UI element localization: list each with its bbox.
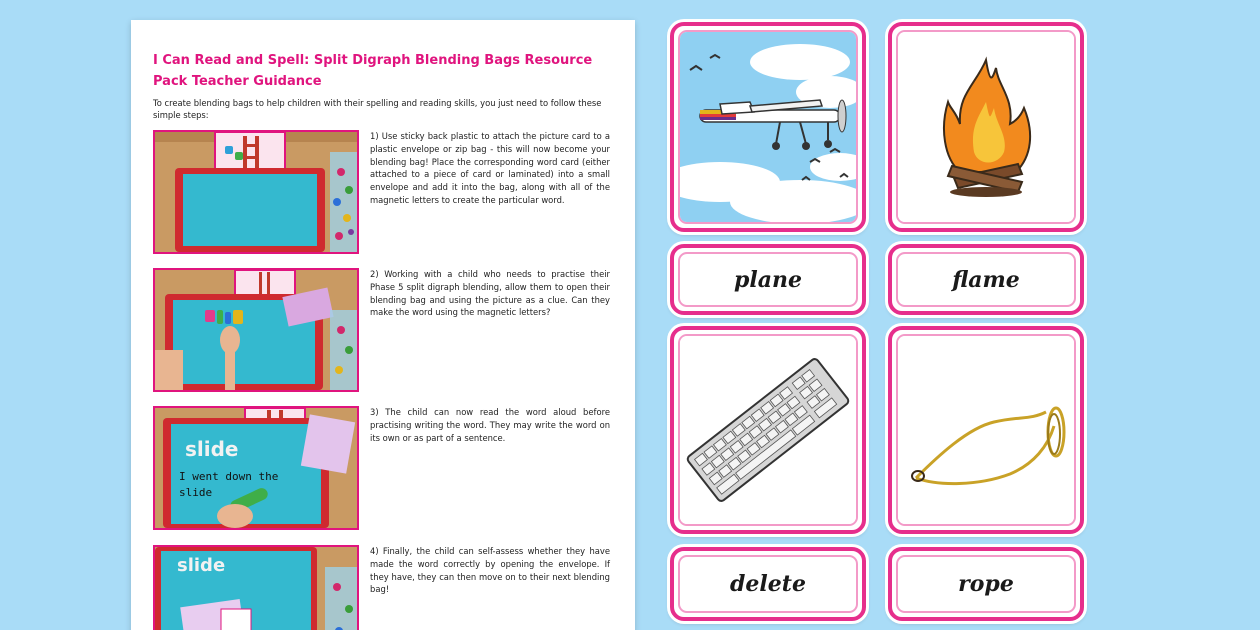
plane-word-card	[670, 244, 866, 315]
flame-word-card	[888, 244, 1084, 315]
step-1-text: 1) Use sticky back plastic to attach the picture card to a plastic envelope or zip bag - this will now become your blending bag! Place the corresponding word card (either attached to a piece of card or laminated) into a small envelope and add it into the bag, along with all of the magnetic letters to create the particular word.	[370, 131, 610, 205]
step-3-photo	[153, 406, 359, 530]
step-2-photo	[153, 268, 359, 392]
plane-picture	[678, 30, 858, 224]
step-4-text: 4) Finally, the child can self-assess whether they have made the word correctly by opening the envelope. If they have, they can then move on to their next blending bag!	[370, 546, 610, 595]
plane-picture-card	[670, 22, 866, 232]
step-2	[153, 268, 613, 392]
step-4-photo	[153, 545, 359, 630]
document-intro: To create blending bags to help children with their spelling and reading skills, you just need to follow these simple steps:	[153, 98, 602, 120]
flame-picture-card	[888, 22, 1084, 232]
rope-picture	[896, 334, 1076, 526]
rope-word-card	[888, 547, 1084, 621]
word-rope: rope	[958, 571, 1014, 597]
step-1-photo	[153, 130, 359, 254]
keyboard-picture	[678, 334, 858, 526]
board-word: slide	[177, 555, 226, 576]
board-sentence-line-1: I went down the	[179, 470, 279, 483]
step-3-text: 3) The child can now read the word aloud before practising writing the word. They may write the word on its own or as part of a sentence.	[370, 407, 610, 443]
guidance-document	[131, 20, 635, 630]
board-word: slide	[185, 437, 239, 461]
keyboard-picture-card	[670, 326, 866, 534]
step-1	[153, 130, 613, 254]
word-delete: delete	[730, 571, 806, 597]
delete-word-card	[670, 547, 866, 621]
step-3	[153, 406, 613, 530]
step-4	[153, 545, 613, 630]
word-flame: flame	[952, 266, 1020, 293]
step-2-text: 2) Working with a child who needs to practise their Phase 5 split digraph blending, allow them to open their blending bag and using the picture as a clue. Can they make the word using the magnetic letters?	[370, 269, 610, 318]
rope-picture-card	[888, 326, 1084, 534]
board-sentence-line-2: slide	[179, 486, 213, 499]
flame-picture	[896, 30, 1076, 224]
document-title: I Can Read and Spell: Split Digraph Blending Bags Resource Pack Teacher Guidance	[153, 53, 593, 89]
word-plane: plane	[734, 266, 802, 293]
